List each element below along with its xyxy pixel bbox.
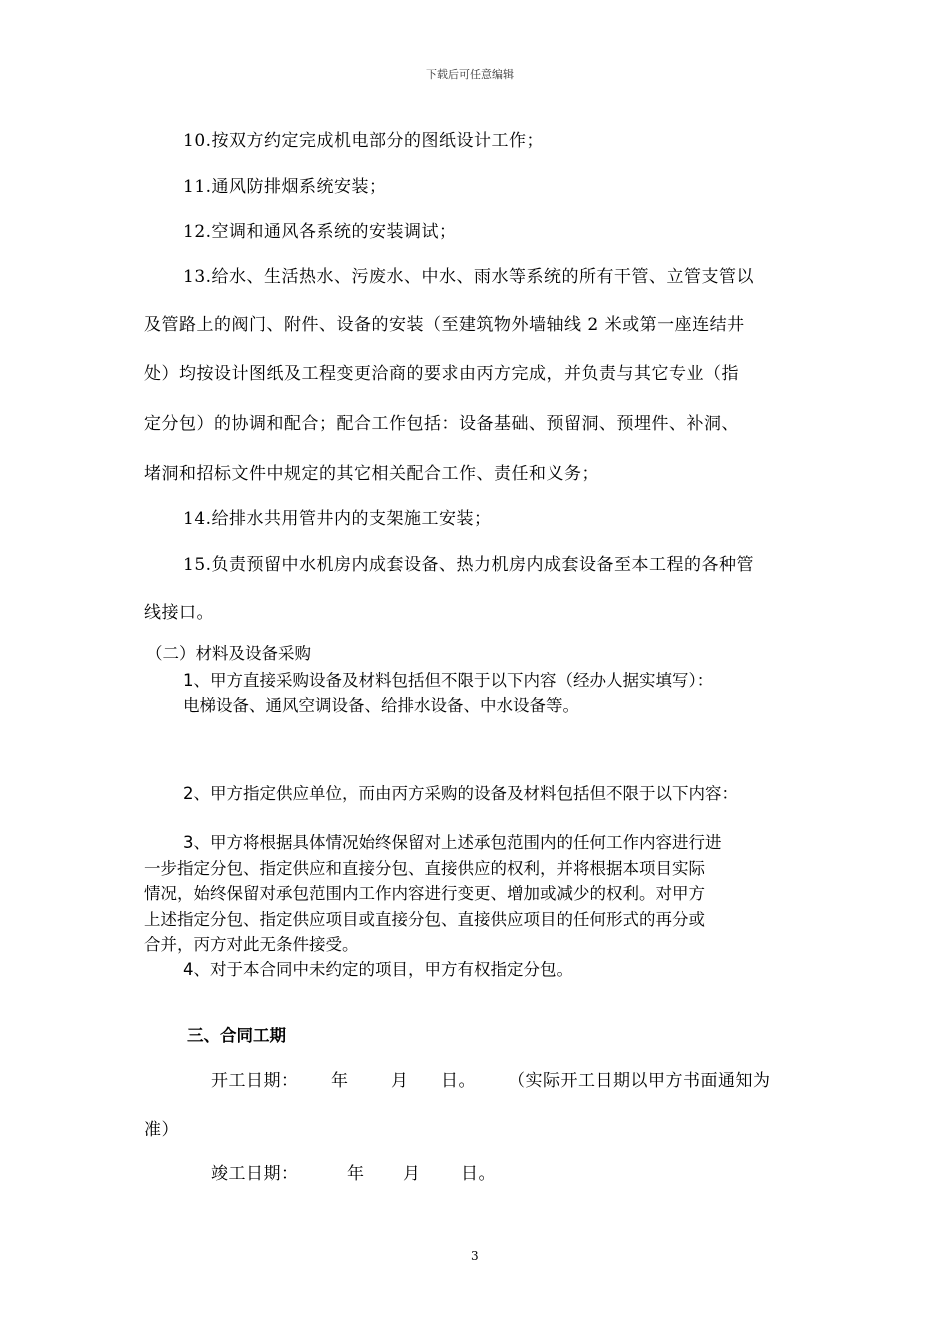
page-number: 3	[471, 1249, 479, 1263]
item-13-line-5: 堵洞和招标文件中规定的其它相关配合工作、责任和义务；	[144, 464, 599, 484]
item-13-line-1: 13.给水、生活热水、污废水、中水、雨水等系统的所有干管、立管支管以	[183, 267, 755, 287]
procurement-p3-line-4: 上述指定分包、指定供应项目或直接分包、直接供应项目的任何形式的再分或	[144, 910, 705, 929]
item-15-line-1: 15.负责预留中水机房内成套设备、热力机房内成套设备至本工程的各种管	[183, 555, 755, 575]
start-date-month: 月	[391, 1071, 409, 1091]
procurement-p3-line-2: 一步指定分包、指定供应和直接分包、直接供应的权利，并将根据本项目实际	[144, 859, 705, 878]
end-date-month: 月	[403, 1164, 421, 1184]
procurement-p3-line-5: 合并，丙方对此无条件接受。	[144, 935, 359, 954]
end-date-year: 年	[347, 1164, 365, 1184]
start-date-note-line-1: （实际开工日期以甲方书面通知为	[508, 1071, 771, 1091]
item-13-line-3: 处）均按设计图纸及工程变更洽商的要求由丙方完成，并负责与其它专业（指	[144, 364, 739, 384]
procurement-p1-line-2: 电梯设备、通风空调设备、给排水设备、中水设备等。	[183, 696, 579, 715]
start-date-year: 年	[331, 1071, 349, 1091]
end-date-day: 日。	[461, 1164, 496, 1184]
procurement-p4: 4、对于本合同中未约定的项目，甲方有权指定分包。	[183, 960, 573, 979]
start-date-note-line-2: 准）	[144, 1120, 179, 1140]
procurement-p3-line-3: 情况，始终保留对承包范围内工作内容进行变更、增加或减少的权利。对甲方	[144, 884, 705, 903]
item-13-line-2: 及管路上的阀门、附件、设备的安装（至建筑物外墙轴线 2 米或第一座连结井	[144, 315, 745, 335]
procurement-p3-line-1: 3、甲方将根据具体情况始终保留对上述承包范围内的任何工作内容进行进	[183, 833, 722, 852]
item-12: 12.空调和通风各系统的安装调试；	[183, 222, 457, 242]
section-three-heading: 三、合同工期	[187, 1026, 286, 1045]
header-note: 下载后可任意编辑	[426, 68, 514, 81]
start-date-label: 开工日期：	[211, 1071, 299, 1091]
procurement-heading: （二）材料及设备采购	[146, 644, 311, 663]
item-15-line-2: 线接口。	[144, 603, 214, 623]
procurement-p2: 2、甲方指定供应单位，而由丙方采购的设备及材料包括但不限于以下内容：	[183, 784, 738, 803]
procurement-p1-line-1: 1、甲方直接采购设备及材料包括但不限于以下内容（经办人据实填写）：	[183, 671, 714, 690]
start-date-day: 日。	[441, 1071, 476, 1091]
item-10: 10.按双方约定完成机电部分的图纸设计工作；	[183, 131, 545, 151]
end-date-label: 竣工日期：	[211, 1164, 299, 1184]
item-11: 11.通风防排烟系统安装；	[183, 177, 387, 197]
item-14: 14.给排水共用管井内的支架施工安装；	[183, 509, 492, 529]
item-13-line-4: 定分包）的协调和配合；配合工作包括：设备基础、预留洞、预埋件、补洞、	[144, 414, 739, 434]
